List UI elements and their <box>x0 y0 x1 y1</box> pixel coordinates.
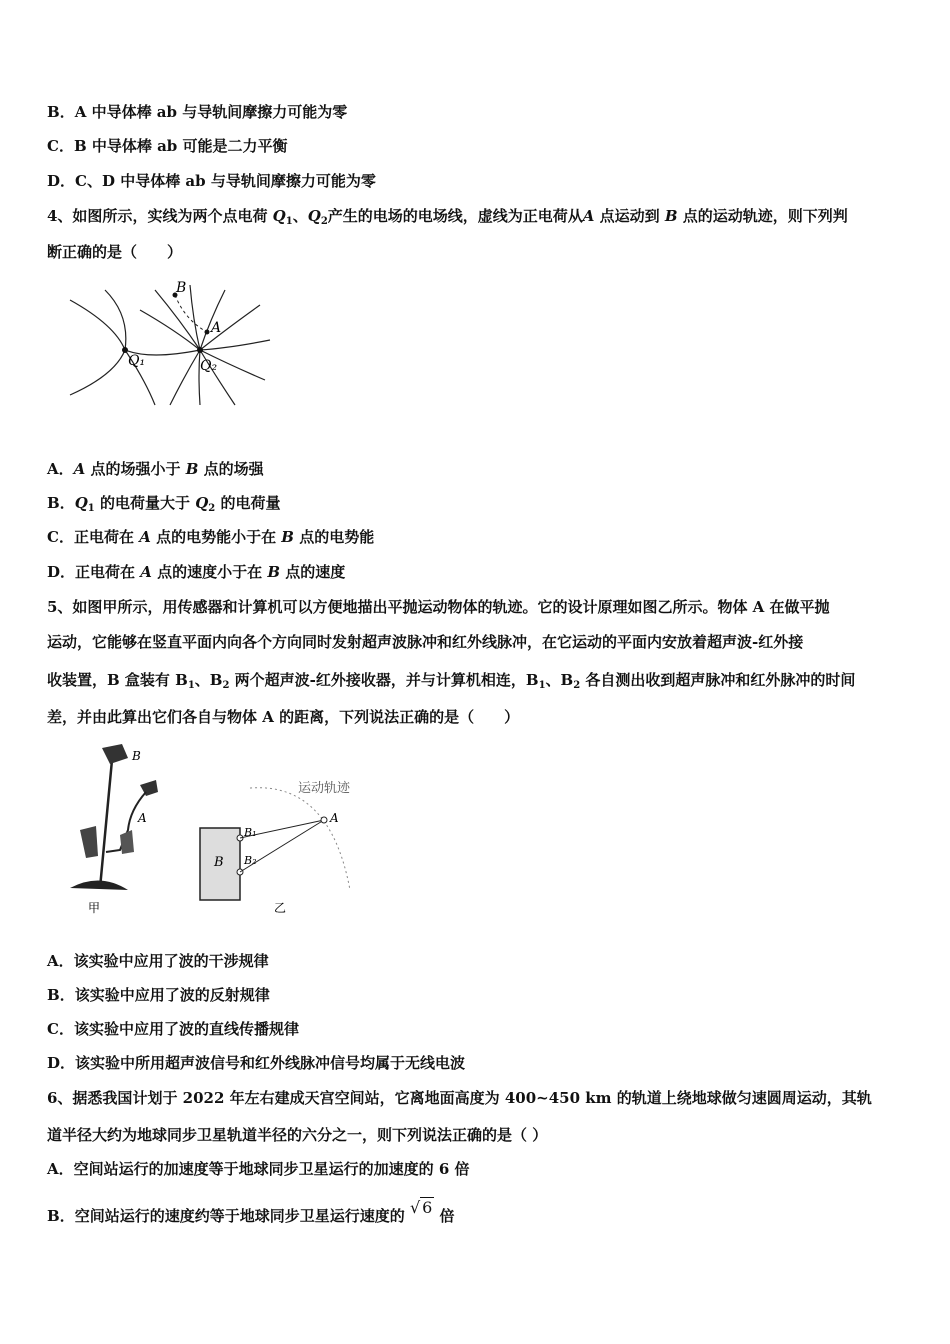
launcher-icon <box>140 780 158 796</box>
field-line <box>140 310 200 350</box>
jia-label-b: B <box>132 749 141 763</box>
q4-field-figure <box>60 280 280 410</box>
field-line <box>170 350 200 405</box>
field-line <box>105 290 126 350</box>
sensor-b-icon <box>102 744 128 764</box>
field-line <box>155 290 200 350</box>
q4-option-a: A．A 点的场强小于 B 点的场强 <box>47 460 264 478</box>
q5-figure-jia <box>60 740 180 920</box>
point-a-dot <box>205 330 210 335</box>
label-q2: Q₂ <box>200 358 218 374</box>
yi-caption: 乙 <box>274 901 287 915</box>
option-letter: B <box>47 103 60 121</box>
option-text: C、D 中导体棒 ab 与导轨间摩擦力可能为零 <box>75 172 376 190</box>
trajectory-curve <box>250 788 350 890</box>
q6-option-a: A．空间站运行的加速度等于地球同步卫星运行的加速度的 6 倍 <box>47 1160 470 1178</box>
q4-stem-line1: 4、如图所示，实线为两个点电荷 $Q_1$、$Q_2$产生的电场的电场线，虚线为正电荷从A 点运动到 B 点的运动轨迹，则下列判 <box>47 207 848 227</box>
label-b: B <box>176 280 187 296</box>
q3-option-d: D．C、D 中导体棒 ab 与导轨间摩擦力可能为零 <box>47 172 376 190</box>
q4-stem-line2: 断正确的是（ ） <box>47 243 183 261</box>
label-point-a: A <box>330 811 339 825</box>
option-letter: C <box>47 137 59 155</box>
field-line <box>70 300 125 395</box>
trajectory-label: 运动轨迹 <box>298 781 351 796</box>
box-label: B <box>214 855 224 870</box>
q5-option-a: A．该实验中应用了波的干涉规律 <box>47 952 269 970</box>
q4-option-d: D．正电荷在 A 点的速度小于在 B 点的速度 <box>47 563 346 581</box>
q5-option-b: B．该实验中应用了波的反射规律 <box>47 986 270 1004</box>
q5-option-c: C．该实验中应用了波的直线传播规律 <box>47 1020 299 1038</box>
charge-q2-dot <box>197 347 203 353</box>
q3-option-c: C．B 中导体棒 ab 可能是二力平衡 <box>47 137 288 155</box>
q3-option-b: B．A 中导体棒 ab 与导轨间摩擦力可能为零 <box>47 103 348 121</box>
q4-option-b: B．$Q_1$ 的电荷量大于 $Q_2$ 的电荷量 <box>47 494 281 514</box>
label-b1: B₁ <box>244 826 257 839</box>
q6-stem-line2: 道半径大约为地球同步卫星轨道半径的六分之一，则下列说法正确的是（ ） <box>47 1126 548 1144</box>
label-b2: B₂ <box>244 854 257 867</box>
q5-option-d: D．该实验中所用超声波信号和红外线脉冲信号均属于无线电波 <box>47 1054 466 1072</box>
stand-base <box>70 880 128 890</box>
option-letter: D <box>47 172 61 190</box>
jia-caption: 甲 <box>88 901 101 915</box>
label-a: A <box>211 320 222 336</box>
q6-stem-line1: 6、据悉我国计划于 2022 年左右建成天宫空间站，它离地面高度为 400~450 km 的轨道上绕地球做匀速圆周运动，其轨 <box>47 1089 872 1107</box>
q4-option-c: C．正电荷在 A 点的电势能小于在 B 点的电势能 <box>47 528 375 546</box>
option-text: A 中导体棒 ab 与导轨间摩擦力可能为零 <box>74 103 348 121</box>
label-q1: Q₁ <box>128 353 146 369</box>
q5-figure-yi <box>190 770 370 920</box>
q5-stem-line3: 收装置，B 盒装有 $B_1$、$B_2$ 两个超声波-红外接收器，并与计算机相连，$B_1$、$B_2$ 各自测出收到超声脉冲和红外脉冲的时间 <box>47 671 856 691</box>
q5-stem-line4: 差，并由此算出它们各自与物体 A 的距离，下列说法正确的是（ ） <box>47 708 520 726</box>
field-line <box>190 285 200 350</box>
option-text: B 中导体棒 ab 可能是二力平衡 <box>73 137 288 155</box>
jia-label-a: A <box>138 811 147 825</box>
object-a-dot <box>321 817 327 823</box>
q5-stem-line1: 5、如图甲所示，用传感器和计算机可以方便地描出平抛运动物体的轨迹。它的设计原理如图乙所示。物体 A 在做平抛 <box>47 598 830 616</box>
sqrt-six: √ 6 <box>409 1198 433 1217</box>
q5-stem-line2: 运动，它能够在竖直平面内向各个方向同时发射超声波脉冲和红外线脉冲，在它运动的平面内安放着超声波-红外接 <box>47 633 804 651</box>
q6-option-b: B．空间站运行的速度约等于地球同步卫星运行速度的 √ 6 倍 <box>47 1198 455 1225</box>
